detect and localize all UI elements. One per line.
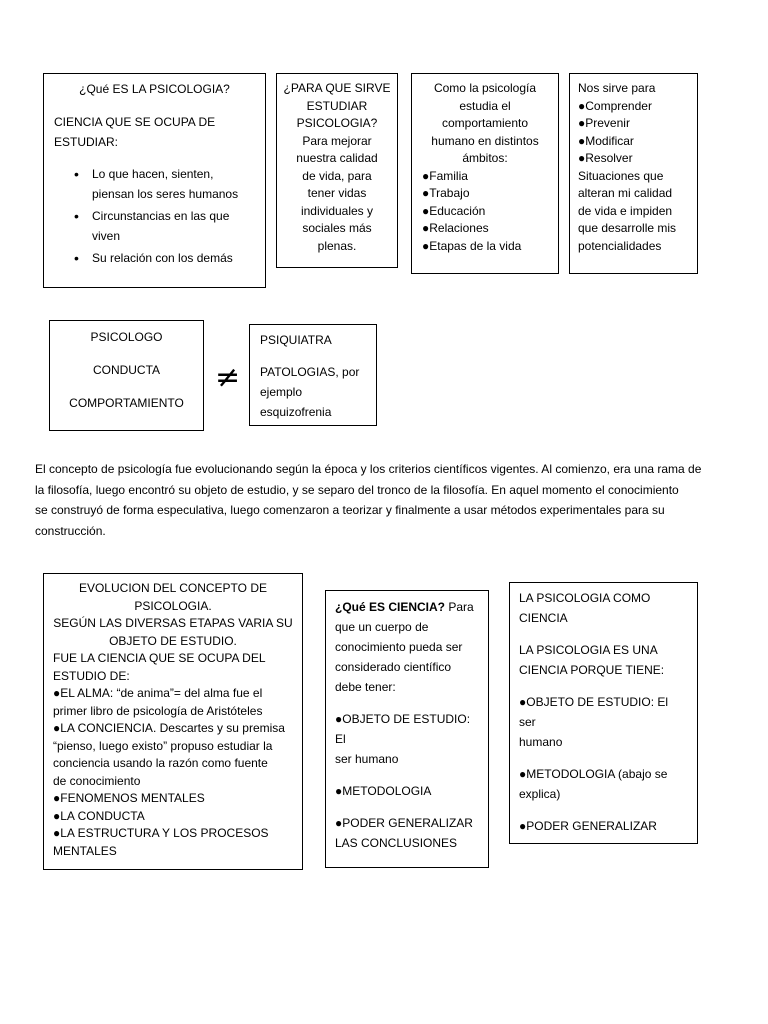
item-label: Comprender xyxy=(585,98,652,113)
psicologo-box xyxy=(49,320,204,431)
item-label: LA CONCIENCIA. Descartes y su premisa xyxy=(60,721,285,735)
box-line: estudia el xyxy=(459,98,511,113)
para-que-sirve-box xyxy=(276,73,398,268)
box-line: ¿PARA QUE SIRVE xyxy=(283,81,391,95)
item-continuation: MENTALES xyxy=(53,843,117,858)
que-es-psicologia-box xyxy=(43,73,266,288)
box-line: PSICOLOGIA? xyxy=(296,116,378,130)
list-item xyxy=(578,115,689,133)
item-continuation: “pienso, luego existo” propuso estudiar la xyxy=(53,738,273,753)
question-bold: ¿Qué ES CIENCIA? xyxy=(335,600,446,614)
box-title: ¿Qué ES LA PSICOLOGIA? xyxy=(79,82,230,96)
paragraph-line: construcción. xyxy=(35,523,106,538)
ambitos-box xyxy=(411,73,559,274)
nos-sirve-box xyxy=(569,73,698,274)
item-label: OBJETO DE ESTUDIO: El xyxy=(335,712,471,746)
list-item xyxy=(53,808,293,826)
item-label: LA CONDUCTA xyxy=(60,808,145,823)
item-label: Modificar xyxy=(585,133,634,148)
box-line: humano en distintos xyxy=(431,133,539,148)
box-line: Situaciones que xyxy=(578,168,664,183)
list-item xyxy=(53,720,293,738)
list-item xyxy=(53,790,293,808)
item-label: LA ESTRUCTURA Y LOS PROCESOS xyxy=(60,826,269,840)
box-line: PSICOLOGIA. xyxy=(134,598,212,613)
que-es-ciencia-box xyxy=(325,590,489,868)
evolucion-box xyxy=(43,573,303,870)
item-label: Prevenir xyxy=(585,116,630,130)
item-continuation: LAS CONCLUSIONES xyxy=(335,836,458,850)
box-line: alteran mi calidad xyxy=(578,186,673,200)
box-line: Nos sirve para xyxy=(578,81,656,95)
box-line: Para mejorar xyxy=(302,133,372,148)
box-line: CONDUCTA xyxy=(92,363,161,377)
list-item xyxy=(422,238,548,256)
list-item xyxy=(519,764,688,784)
box-line: considerado científico xyxy=(335,660,452,674)
paragraph-line: El concepto de psicología fue evolucionando según la época y los criterios científicos vigentes. Al comienzo, era una rama de xyxy=(35,462,702,476)
box-line: conocimiento pueda ser xyxy=(335,640,463,654)
paragraph-line: la filosofía, luego encontró su objeto de estudio, y se separo del tronco de la filosofía. En aquel momento el conocimiento xyxy=(35,482,679,497)
box-line: ESTUDIAR: xyxy=(54,135,119,149)
box-line: esquizofrenia xyxy=(260,405,332,419)
bullet-list xyxy=(44,164,255,268)
list-item xyxy=(422,168,548,186)
box-line: PSIQUIATRA xyxy=(260,333,332,347)
box-line: de vida, para xyxy=(302,168,372,183)
item-label: OBJETO DE ESTUDIO: El ser xyxy=(519,695,669,729)
box-line: ámbitos: xyxy=(462,151,508,165)
box-line xyxy=(335,597,479,617)
box-line: PATOLOGIAS, por xyxy=(260,365,360,379)
item-continuation: ser humano xyxy=(335,752,399,766)
item-label: PODER GENERALIZAR xyxy=(342,816,473,830)
item-label: Relaciones xyxy=(429,221,489,235)
box-line: nuestra calidad xyxy=(296,151,378,165)
box-line: comportamiento xyxy=(441,116,529,130)
question-rest: Para xyxy=(445,600,474,614)
list-item xyxy=(335,709,479,749)
list-item xyxy=(422,220,548,238)
list-item xyxy=(53,685,293,703)
box-line: individuales y xyxy=(300,203,374,218)
box-line: CIENCIA QUE SE OCUPA DE xyxy=(54,115,216,129)
item-label: Etapas de la vida xyxy=(429,238,522,253)
list-item xyxy=(422,185,548,203)
list-item xyxy=(578,150,689,168)
box-line: de vida e impiden xyxy=(578,203,673,218)
item-label: Resolver xyxy=(585,151,633,165)
list-item xyxy=(335,781,479,801)
list-item xyxy=(578,133,689,151)
box-line: ejemplo xyxy=(260,385,303,399)
item-label: PODER GENERALIZAR xyxy=(526,819,657,833)
list-item: • Su relación con los demás xyxy=(44,248,255,268)
box-line: ESTUDIAR xyxy=(306,98,368,113)
box-line: COMPORTAMIENTO xyxy=(69,396,184,410)
item-continuation: conciencia usando la razón como fuente xyxy=(53,756,268,770)
item-continuation: de conocimiento xyxy=(53,773,141,788)
box-line: SEGÚN LAS DIVERSAS ETAPAS VARIA SU xyxy=(53,616,293,630)
box-line: que desarrolle mis xyxy=(578,221,677,235)
list-item xyxy=(519,816,688,836)
box-line: Como la psicología xyxy=(433,81,537,95)
box-line: OBJETO DE ESTUDIO. xyxy=(109,633,237,648)
box-line: potencialidades xyxy=(578,238,662,253)
list-item xyxy=(53,825,293,843)
body-paragraph xyxy=(35,459,735,541)
box-line: ESTUDIO DE: xyxy=(53,668,130,683)
box-line: CIENCIA PORQUE TIENE: xyxy=(519,663,665,677)
box-line: LA PSICOLOGIA ES UNA xyxy=(519,643,658,657)
item-label: Trabajo xyxy=(429,186,470,200)
item-label: METODOLOGIA (abajo se xyxy=(526,767,668,781)
psiquiatra-box xyxy=(249,324,377,426)
list-item: • Lo que hacen, sienten, piensan los seres humanos xyxy=(44,164,255,204)
psicologia-como-ciencia-box xyxy=(509,582,698,844)
item-label: Educación xyxy=(429,203,486,218)
item-label: Familia xyxy=(429,168,468,183)
list-item xyxy=(422,203,548,221)
paragraph-line: se construyó de forma especulativa, luego comenzaron a teorizar y finalmente a usar métodos experimentales para su xyxy=(35,503,665,517)
item-continuation: explica) xyxy=(519,787,561,801)
item-label: METODOLOGIA xyxy=(342,784,432,798)
box-title-line: LA PSICOLOGIA COMO xyxy=(519,591,651,605)
item-label: EL ALMA: “de anima”= del alma fue el xyxy=(60,686,263,700)
item-continuation: primer libro de psicología de Aristóteles xyxy=(53,703,263,718)
list-item: • Circunstancias en las que viven xyxy=(44,206,255,246)
box-line: plenas. xyxy=(317,238,357,253)
item-label: FENOMENOS MENTALES xyxy=(60,791,205,805)
box-line: EVOLUCION DEL CONCEPTO DE xyxy=(78,581,268,595)
list-item xyxy=(335,813,479,833)
list-item xyxy=(578,98,689,116)
box-line: tener vidas xyxy=(307,186,367,200)
box-line: FUE LA CIENCIA QUE SE OCUPA DEL xyxy=(53,651,266,665)
box-line: PSICOLOGO xyxy=(90,330,163,344)
box-line: sociales más xyxy=(302,221,372,235)
box-title-line: CIENCIA xyxy=(519,611,568,625)
not-equal-symbol: ≠ xyxy=(215,360,241,395)
box-line: debe tener: xyxy=(335,680,396,694)
item-continuation: humano xyxy=(519,735,563,749)
list-item xyxy=(519,692,688,732)
box-line: que un cuerpo de xyxy=(335,620,429,634)
